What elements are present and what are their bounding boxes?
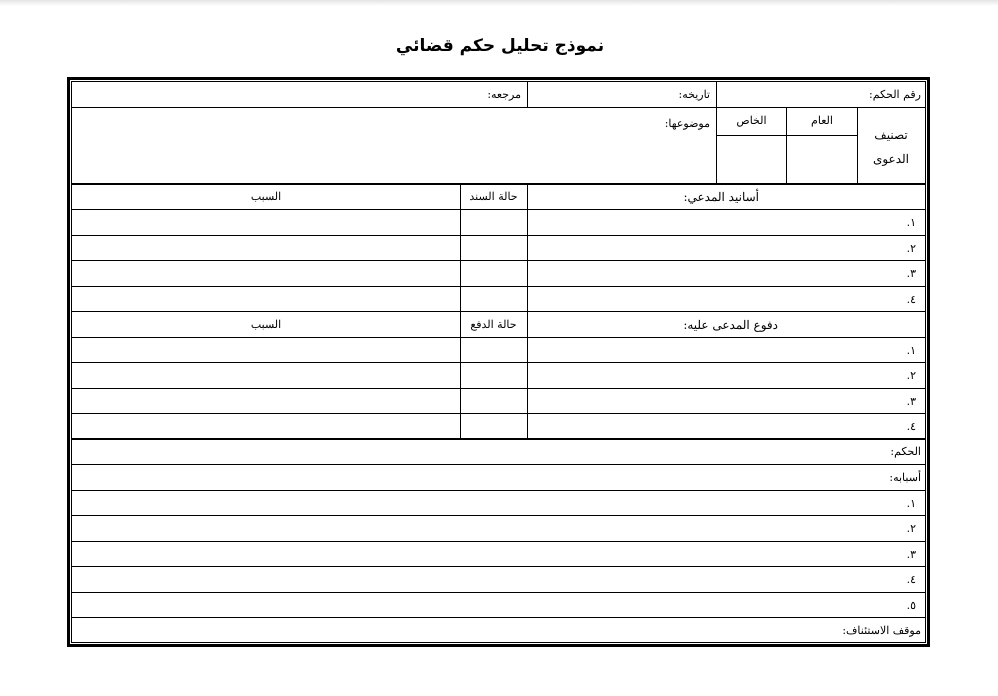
row-divider [72, 286, 925, 287]
general-column-header: العام [811, 114, 833, 127]
list-item-number: ٣. [906, 267, 916, 280]
case-classification-label: الدعوى [872, 152, 910, 166]
list-item-number: ١. [906, 216, 916, 229]
column-divider [857, 108, 858, 183]
list-item-number: ٤. [906, 293, 916, 306]
ruling-number-label: رقم الحكم: [869, 88, 921, 101]
row-divider [72, 388, 925, 389]
row-divider [72, 490, 925, 491]
column-divider [527, 184, 528, 438]
list-item-number: ٤. [906, 420, 916, 433]
list-item-number: ٣. [906, 548, 916, 561]
subject-label: موضوعها: [664, 117, 710, 130]
list-item-number: ٢. [906, 369, 916, 382]
column-divider [460, 184, 461, 438]
row-divider [72, 464, 925, 465]
plaintiff-grounds-heading: أسانيد المدعي: [683, 190, 759, 204]
row-divider [72, 107, 925, 108]
ruling-label: الحكم: [890, 445, 921, 458]
row-divider [72, 209, 925, 210]
specific-column-header: الخاص [736, 114, 767, 127]
form-title: نموذج تحليل حكم قضائي [395, 36, 605, 56]
defense-status-header: حالة الدفع [470, 318, 517, 331]
list-item-number: ٢. [906, 242, 916, 255]
row-divider [72, 566, 925, 567]
reference-label: مرجعه: [487, 88, 521, 101]
row-divider [72, 337, 925, 338]
grounds-label: أسبابه: [889, 471, 921, 484]
column-divider [786, 108, 787, 183]
row-divider [72, 592, 925, 593]
list-item-number: ٣. [906, 395, 916, 408]
section-divider [72, 183, 925, 185]
list-item-number: ١. [906, 344, 916, 357]
document-status-header: حالة السند [469, 190, 518, 203]
reason-header: السبب [250, 190, 282, 203]
list-item-number: ٤. [906, 573, 916, 586]
row-divider [72, 617, 925, 618]
row-divider [72, 515, 925, 516]
list-item-number: ٢. [906, 522, 916, 535]
row-divider [72, 260, 925, 261]
column-divider [716, 82, 717, 183]
reason-header: السبب [250, 318, 282, 331]
ruling-date-label: تاريخه: [678, 88, 710, 101]
list-item-number: ٥. [906, 599, 916, 612]
appeal-position-label: موقف الاستئناف: [842, 624, 921, 637]
defendant-defenses-heading: دفوع المدعى عليه: [683, 318, 778, 332]
row-divider [72, 413, 925, 414]
row-divider [72, 235, 925, 236]
case-classification-label: تصنيف [874, 128, 908, 142]
list-item-number: ١. [906, 497, 916, 510]
row-divider [72, 311, 925, 312]
section-divider [72, 438, 925, 440]
row-divider [72, 362, 925, 363]
page-top-shadow [0, 0, 998, 6]
column-divider [527, 82, 528, 107]
row-divider [72, 541, 925, 542]
